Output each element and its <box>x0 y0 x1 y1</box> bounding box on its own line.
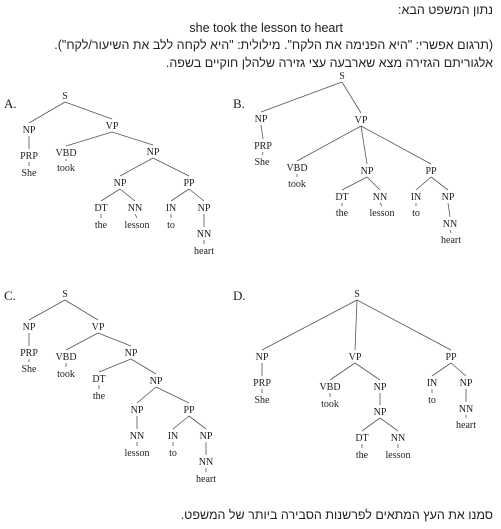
leaf-word: heart <box>456 420 476 431</box>
tree-node: PP <box>445 352 457 363</box>
tree-node: IN <box>410 192 422 203</box>
tree-edge <box>380 418 398 431</box>
tree-edge <box>432 363 451 376</box>
tree-node: NP <box>254 114 268 125</box>
leaf-word: lesson <box>369 208 395 219</box>
tree-edge <box>112 132 153 145</box>
parse-tree-c <box>4 288 216 485</box>
tree-node: S <box>62 91 68 102</box>
tree-node: IN <box>165 203 177 214</box>
tree-node: NN <box>458 404 474 415</box>
tree-label: D. <box>233 288 246 303</box>
parse-tree-b <box>233 71 461 246</box>
tree-edge <box>261 82 342 112</box>
leaf-word: the <box>335 208 349 219</box>
leaf-word: She <box>21 168 37 179</box>
tree-node: NP <box>360 166 374 177</box>
leaf-word: She <box>254 395 270 406</box>
tree-edge <box>99 359 131 372</box>
tree-edge <box>342 82 361 113</box>
tree-edge <box>262 300 357 350</box>
tree-node: NP <box>441 192 455 203</box>
tree-edge <box>416 177 431 190</box>
question-text: סמנו את העץ המתאים לפרשנות הסבירה ביותר של המשפט. <box>180 508 493 522</box>
leaf-word: took <box>288 179 306 190</box>
tree-node: NP <box>130 405 144 416</box>
tree-edge <box>65 300 98 320</box>
tree-node: PRP <box>20 151 38 162</box>
tree-edge <box>367 177 380 190</box>
tree-node: S <box>354 289 360 300</box>
leaf-word: to <box>428 395 436 406</box>
tree-node: VP <box>91 322 105 333</box>
tree-label: C. <box>4 288 16 303</box>
leaf-word: took <box>57 369 75 380</box>
tree-edge <box>261 125 263 139</box>
tree-node: NP <box>149 376 163 387</box>
parse-tree-a <box>4 91 214 257</box>
tree-edge <box>448 203 450 217</box>
tree-label: A. <box>4 96 17 111</box>
leaf-word: lesson <box>124 448 150 459</box>
tree-edge <box>451 363 466 376</box>
tree-node: NP <box>373 382 387 393</box>
word-edge <box>380 203 382 206</box>
leaf-word: She <box>21 364 37 375</box>
tree-node: IN <box>167 431 179 442</box>
tree-edge <box>101 189 120 201</box>
word-edge <box>262 152 263 155</box>
leaf-word: took <box>57 163 75 174</box>
tree-node: IN <box>426 378 438 389</box>
intro-algorithm-note: אלגוריתם הגזירה מצא שארבעה עצי גזירה שלהלן חוקיים בשפה. <box>165 55 493 70</box>
tree-node: NP <box>197 203 211 214</box>
tree-node: NP <box>124 348 138 359</box>
tree-edge <box>131 359 156 374</box>
tree-node: NP <box>146 147 160 158</box>
tree-edge <box>65 102 112 119</box>
tree-node: NN <box>196 229 212 240</box>
tree-edge <box>137 387 156 403</box>
tree-node: VP <box>354 115 368 126</box>
tree-edge <box>66 132 112 146</box>
tree-node: PRP <box>253 378 271 389</box>
intro-line-given: נתון המשפט הבא: <box>398 3 493 17</box>
tree-node: PRP <box>20 348 38 359</box>
tree-node: DT <box>94 203 108 214</box>
tree-node: VP <box>105 121 119 132</box>
leaf-word: the <box>94 220 108 231</box>
leaf-word: heart <box>194 246 214 257</box>
tree-label: B. <box>233 96 245 111</box>
tree-node: NN <box>129 431 145 442</box>
tree-edge <box>156 387 189 403</box>
leaf-word: heart <box>196 474 216 485</box>
leaf-word: She <box>254 157 270 168</box>
tree-edge <box>29 102 65 123</box>
tree-node: NP <box>373 407 387 418</box>
tree-edge <box>120 189 135 201</box>
leaf-word: to <box>169 448 177 459</box>
leaf-word: heart <box>441 235 461 246</box>
tree-node: NP <box>459 378 473 389</box>
tree-node: NN <box>442 219 458 230</box>
tree-edge <box>330 363 355 380</box>
tree-edge <box>173 416 189 429</box>
tree-edge <box>120 158 153 176</box>
tree-edge <box>361 126 431 164</box>
tree-edge <box>98 333 131 346</box>
tree-edge <box>29 300 65 320</box>
tree-edge <box>66 333 98 350</box>
intro-sentence: she took the lesson to heart <box>189 20 343 35</box>
tree-node: S <box>339 71 345 82</box>
leaf-word: to <box>412 208 420 219</box>
tree-node: NN <box>127 203 143 214</box>
tree-edge <box>171 189 189 201</box>
intro-translation: (תרגום אפשרי: "היא הפנימה את הלקח". מילולית: "היא לקחה ללב את השיעור/לקח"). <box>54 38 493 52</box>
tree-node: PRP <box>254 141 272 152</box>
tree-node: VBD <box>286 163 308 174</box>
tree-edge <box>357 300 451 350</box>
tree-edge <box>297 126 361 161</box>
tree-node: NP <box>22 322 36 333</box>
tree-node: PP <box>183 405 195 416</box>
leaf-word: took <box>321 399 339 410</box>
leaf-word: to <box>167 220 175 231</box>
tree-edge <box>189 416 206 429</box>
tree-node: NP <box>22 125 36 136</box>
tree-edge <box>362 418 380 431</box>
word-edge <box>450 230 451 233</box>
tree-node: NP <box>255 352 269 363</box>
leaf-word: the <box>92 391 106 402</box>
tree-node: VP <box>348 352 362 363</box>
tree-edge <box>361 126 367 164</box>
tree-node: PP <box>425 166 437 177</box>
tree-edge <box>153 158 189 176</box>
tree-node: NN <box>372 192 388 203</box>
tree-node: DT <box>355 433 369 444</box>
tree-node: VBD <box>55 148 77 159</box>
tree-node: DT <box>335 192 349 203</box>
leaf-word: lesson <box>385 450 411 461</box>
tree-edge <box>355 300 357 350</box>
tree-node: DT <box>92 374 106 385</box>
word-edge <box>135 214 137 218</box>
tree-edge <box>431 177 448 190</box>
tree-node: NN <box>198 457 214 468</box>
tree-edge <box>342 177 367 190</box>
tree-node: VBD <box>55 352 77 363</box>
tree-node: NP <box>113 178 127 189</box>
tree-node: NN <box>390 433 406 444</box>
tree-edge <box>355 363 380 380</box>
leaf-word: lesson <box>124 220 150 231</box>
tree-node: PP <box>183 178 195 189</box>
tree-node: S <box>62 289 68 300</box>
leaf-word: the <box>355 450 369 461</box>
tree-edge <box>189 189 204 201</box>
tree-node: NP <box>199 431 213 442</box>
parse-tree-d <box>233 288 476 461</box>
tree-node: VBD <box>319 382 341 393</box>
